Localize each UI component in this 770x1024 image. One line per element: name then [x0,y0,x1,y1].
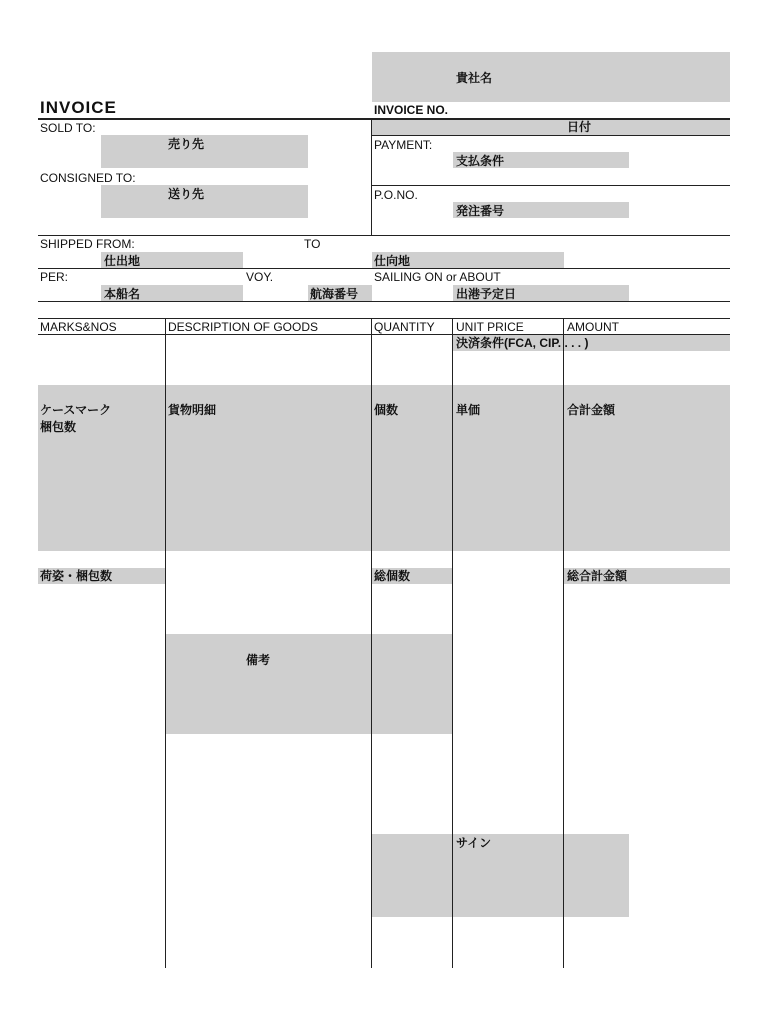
shipped-from-field: 仕出地 [104,254,141,268]
col-header-marks: MARKS&NOS [40,320,117,334]
col-header-amount: AMOUNT [567,320,619,334]
company-name-box[interactable] [372,52,730,102]
voy-label: VOY. [246,270,274,284]
signature-field: サイン [456,836,492,850]
packing-field: 荷姿・梱包数 [40,569,113,583]
total-amount-field: 総合計金額 [567,569,628,583]
invoice-title: INVOICE [40,98,117,117]
vessel-field: 本船名 [104,287,141,301]
payment-label: PAYMENT: [374,138,433,152]
per-label: PER: [40,270,69,284]
consigned-to-label: CONSIGNED TO: [40,171,136,185]
po-no-label: P.O.NO. [374,188,418,202]
unit-price-field: 単価 [456,403,481,417]
to-field: 仕向地 [374,254,411,268]
rule-per-bottom [38,301,730,302]
rule-table-header-bottom [38,334,730,335]
rule-payment-bottom [372,185,730,186]
consigned-to-box[interactable] [101,185,308,218]
total-quantity-field: 総個数 [374,569,411,583]
col-header-description: DESCRIPTION OF GOODS [168,320,319,334]
col-divider-3 [452,318,453,968]
signature-box[interactable] [372,834,629,917]
rule-header-divider [371,118,372,235]
quantity-field: 個数 [374,403,399,417]
shipped-from-label: SHIPPED FROM: [40,237,135,251]
rule-shipped-bottom [38,268,730,269]
sailing-label: SAILING ON or ABOUT [374,270,501,284]
sold-to-field: 売り先 [168,137,205,151]
col-header-quantity: QUANTITY [374,320,435,334]
marks-field-line2: 梱包数 [40,420,77,434]
terms-field: 決済条件(FCA, CIP. . . . ) [456,336,589,350]
col-divider-2 [371,318,372,968]
col-header-unit-price: UNIT PRICE [456,320,524,334]
to-label: TO [304,237,321,251]
marks-field-line1: ケースマーク [40,403,112,417]
remarks-field: 備考 [246,653,271,667]
sold-to-label: SOLD TO: [40,121,96,135]
amount-field: 合計金額 [567,403,616,417]
date-box[interactable] [372,119,730,135]
voyage-field: 航海番号 [310,287,359,301]
description-field: 貨物明細 [168,403,217,417]
po-no-field: 発注番号 [456,204,505,218]
rule-header-top [38,118,730,120]
remarks-box[interactable] [166,634,453,734]
sailing-field: 出港予定日 [456,287,517,301]
payment-field: 支払条件 [456,154,505,168]
sold-to-box[interactable] [101,135,308,168]
invoice-no-label: INVOICE NO. [374,103,449,117]
consigned-to-field: 送り先 [168,187,205,201]
rule-address-bottom [38,235,730,236]
col-divider-4 [563,318,564,968]
company-name-field: 貴社名 [456,71,493,85]
date-field: 日付 [567,120,592,134]
col-divider-1 [165,318,166,968]
rule-date-bottom [372,135,730,136]
rule-table-top [38,318,730,319]
